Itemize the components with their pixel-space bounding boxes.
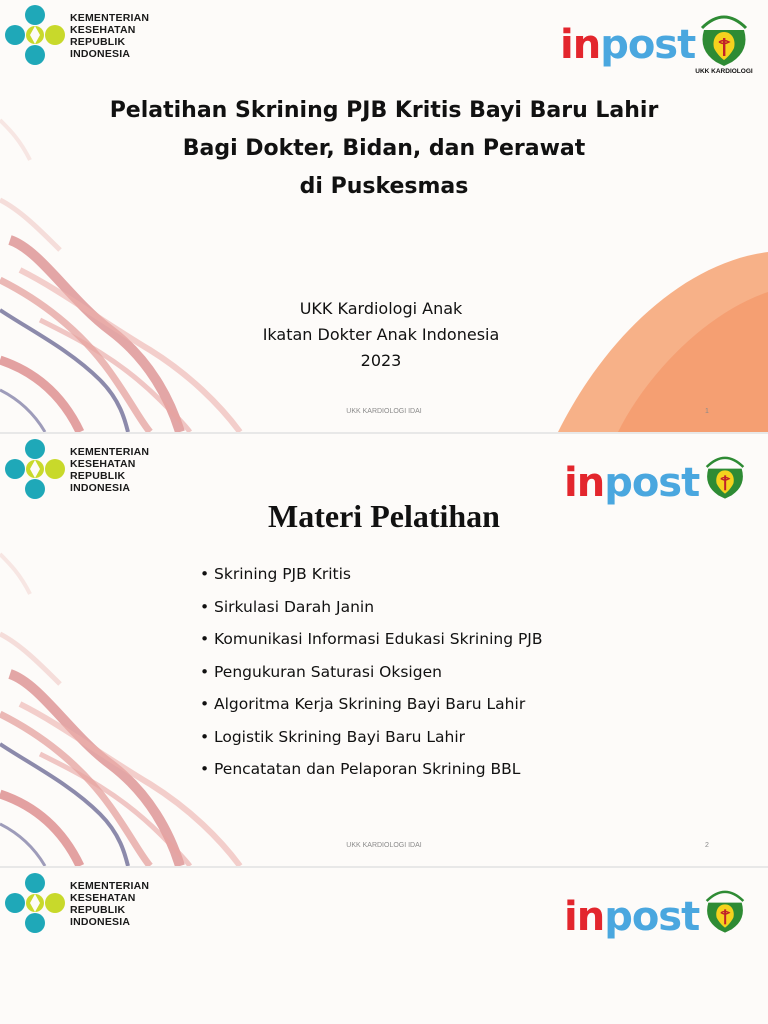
slide-title: [40, 92, 728, 206]
kemenkes-logo-icon: [4, 872, 66, 934]
inpost-logo: inpost: [564, 460, 700, 506]
list-item: • Komunikasi Informasi Edukasi Skrining PJB: [200, 630, 543, 648]
kemenkes-wordmark: KEMENTERIAN KESEHATAN REPUBLIK INDONESIA: [70, 12, 150, 60]
idai-emblem-icon: [700, 886, 750, 936]
subtitle-line: UKK Kardiologi Anak: [299, 299, 463, 318]
list-item: • Logistik Skrining Bayi Baru Lahir: [200, 727, 465, 746]
slide-3[interactable]: [0, 868, 768, 1024]
title-line: di Puskesmas: [299, 174, 469, 199]
idai-emblem-icon: [694, 10, 754, 70]
kemenkes-wordmark: KEMENTERIAN KESEHATAN REPUBLIK INDONESIA: [70, 880, 150, 928]
title-line: Pelatihan Skrining PJB Kritis Bayi Baru Lahir: [109, 98, 659, 123]
idai-caption: UKK KARDIOLOGI: [695, 68, 753, 75]
slide-footer: UKK KARDIOLOGI IDAI: [346, 408, 422, 415]
list-item: • Pengukuran Saturasi Oksigen: [200, 662, 442, 681]
list-item: • Pencatatan dan Pelaporan Skrining BBL: [200, 760, 521, 778]
subtitle-line: 2023: [360, 351, 402, 370]
slide-subtitle: [100, 296, 662, 374]
slide-1[interactable]: [0, 0, 768, 432]
list-item: • Algoritma Kerja Skrining Bayi Baru Lahir: [200, 695, 526, 713]
list-item: • Sirkulasi Darah Janin: [200, 597, 375, 616]
kemenkes-logo-icon: [4, 438, 66, 500]
inpost-logo: inpost: [560, 22, 696, 68]
slide-footer: UKK KARDIOLOGI IDAI: [346, 842, 422, 849]
kemenkes-wordmark: KEMENTERIAN KESEHATAN REPUBLIK INDONESIA: [70, 446, 150, 494]
idai-emblem-icon: [700, 452, 750, 502]
inpost-logo: inpost: [564, 894, 700, 940]
subtitle-line: Ikatan Dokter Anak Indonesia: [262, 325, 500, 344]
slide-title: Materi Pelatihan: [268, 498, 500, 534]
slide-page-number: 2: [705, 842, 709, 849]
list-item: • Skrining PJB Kritis: [200, 565, 351, 583]
kemenkes-logo-icon: [4, 4, 66, 66]
topic-list: [200, 558, 543, 786]
slide-2[interactable]: [0, 434, 768, 866]
title-line: Bagi Dokter, Bidan, dan Perawat: [182, 136, 586, 161]
slide-page-number: 1: [705, 408, 709, 415]
